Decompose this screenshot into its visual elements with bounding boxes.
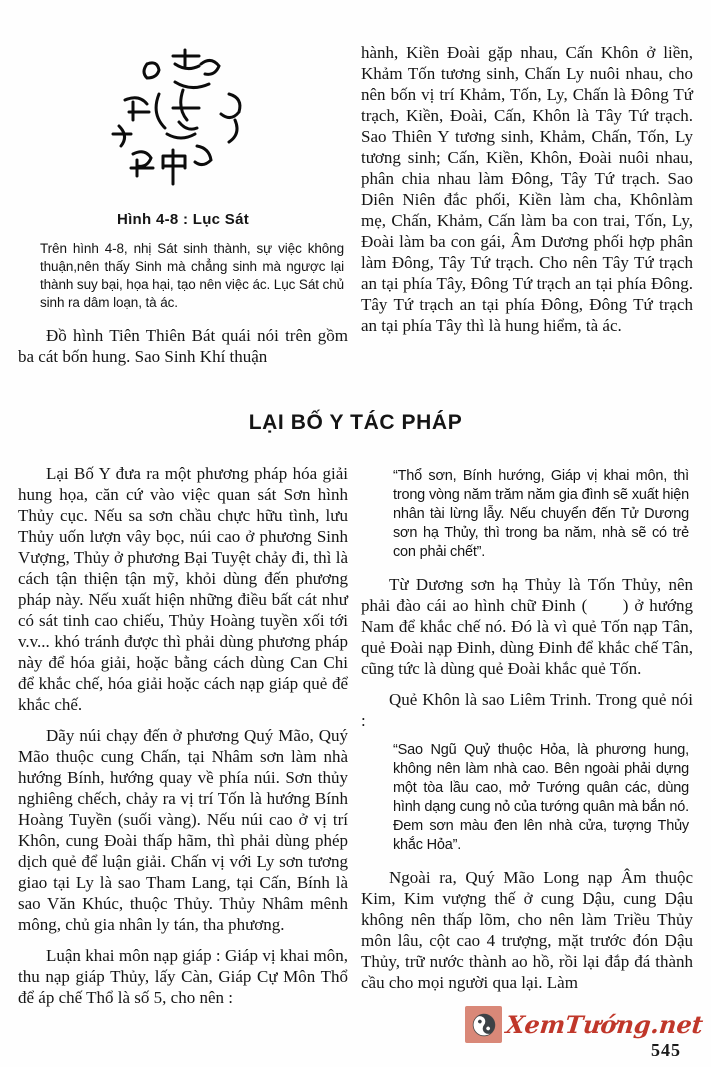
- body-paragraph: Quẻ Khôn là sao Liêm Trinh. Trong quẻ nói :: [361, 690, 693, 730]
- body-paragraph: Lại Bố Y đưa ra một phương pháp hóa giải hung họa, căn cứ vào việc quan sát Sơn hình Thủy cục. Nếu sa sơn chầu chực hữu tình, lưu Thủy uốn lượn vây bọc, núi cao ở phương Sinh Vượng, Thủy ở phương Bại Tuyệt chảy đi, thì là cách tận thiện tận mỹ, khỏi dùng đến phương pháp này. Nếu xuất hiện những điều bất cát như có sát tinh cao chiếu, Thủy Hoàng tuyền xối tới v.v... khó tránh được thì phải dùng phương pháp này để hóa giải, hoặc bằng cách dùng Can Chi để khắc chế, hóa giải hoặc cách nạp giáp quẻ để khắc chế.: [18, 464, 348, 714]
- luc-sat-seal-image: [103, 42, 263, 197]
- top-section: [0, 0, 711, 377]
- yinyang-icon: [465, 1006, 502, 1043]
- site-logo: [465, 1006, 703, 1043]
- figure-luc-sat: [18, 42, 348, 312]
- page-number: 545: [651, 1040, 681, 1060]
- bottom-left-column: [18, 463, 348, 1018]
- bottom-right-column: [361, 463, 693, 1018]
- section-heading: LẠI BỐ Y TÁC PHÁP: [248, 411, 463, 434]
- body-paragraph: Ngoài ra, Quý Mão Long nạp Âm thuộc Kim, Kim vượng thế ở cung Dậu, cung Dậu không nên thấp lõm, cho nên làm Triều Thủy môn lâu, cột cao 4 trượng, mặt trước đón Dậu Thủy, trữ nước thành ao hồ, rồi lại đắp đá thành cầu cho mọi người qua lại. Làm: [361, 868, 693, 992]
- top-left-column: [18, 42, 348, 377]
- quote-block: “Sao Ngũ Quỷ thuộc Hỏa, là phương hung, không nên làm nhà cao. Bên ngoài phải dựng một tòa lầu cao, mở Tướng quân các, dùng hình dạng cung nỏ của tướng quân mà bắn nó. Đem sơn màu đen lên nhà cửa, tượng Thủy khắc Hỏa”.: [393, 742, 689, 853]
- body-paragraph: Dãy núi chạy đến ở phương Quý Mão, Quý Mão thuộc cung Chấn, tại Nhâm sơn làm nhà hướng Bính, hướng quay về phía núi. Sơn thủy nghiêng chếch, chảy ra vị trí Tốn là hướng Bính Hoàng Tuyền (suối vàng). Nếu núi cao ở vị trí Khôn, cung Đoài thấp hãm, thì phải dùng phép dịch quẻ để luận giải. Chấn vị với Ly sơn tương giao tại Ly là sao Tham Lang, tại Cấn, Bính là sao Văn Khúc, thuộc Thủy. Thủy Nhâm mênh mông, chủ gia nhân ly tán, tha phương.: [18, 726, 348, 934]
- yinyang-icon-svg: [469, 1010, 499, 1040]
- quote-block: “Thổ sơn, Bính hướng, Giáp vị khai môn, thì trong vòng năm trăm năm gia đình sẽ xuất hiện nhân tài lừng lẫy. Nếu chuyển đến Tử Dương sơn hạ Thủy, thì trong ba năm, nhà sẽ có trẻ con phải chết”.: [393, 468, 689, 560]
- intro-right-paragraph: hành, Kiền Đoài gặp nhau, Cấn Khôn ở liền, Khảm Tốn tương sinh, Chấn Ly nuôi nhau, cho nên bốn vị trí Khảm, Tốn, Ly, Chấn là Đông Tứ trạch, Kiền, Đoài, Cấn, Khôn là Tây Tứ trạch. Sao Thiên Y tương sinh, Khảm, Chấn, Tốn, Ly tương sinh; Cấn, Kiền, Khôn, Đoài nuôi nhau, phân chia nhau làm Đông, Tây Tứ trạch. Sao Diên Niên đắc phối, Kiền làm cha, Khônlàm mẹ, Chấn, Khảm, Cấn làm ba con trai, Tốn, Ly, Đoài làm ba con gái, Âm Dương phối hợp phân làm Đông, Tây Tứ trạch. Cho nên Tây Tứ trạch an tại phía Tây, Đông Tứ trạch an tại phía Đông. Tây Tứ trạch an tại phía Đông, Đông Tứ trạch an tại phía Tây thì là hung hiểm, tà ác.: [361, 43, 693, 335]
- figure-caption-title: Hình 4-8 : Lục Sát: [116, 211, 250, 228]
- logo-text: XemTướng.net: [504, 1010, 705, 1039]
- body-paragraph: Luận khai môn nạp giáp : Giáp vị khai môn, thu nạp giáp Thủy, lấy Càn, Giáp Cự Môn Thổ để áp chế Thổ là số 5, cho nên :: [18, 946, 348, 1007]
- bottom-section: [0, 445, 711, 1018]
- intro-left-paragraph: Đồ hình Tiên Thiên Bát quái nói trên gồm ba cát bốn hung. Sao Sinh Khí thuận: [18, 326, 348, 366]
- top-right-column: [361, 42, 693, 377]
- body-paragraph: Từ Dương sơn hạ Thủy là Tốn Thủy, nên phải đào cái ao hình chữ Đinh ( ) ở hướng Nam để khắc chế nó. Đó là vì quẻ Tốn nạp Tân, quẻ Đoài nạp Đinh, dùng Đinh để khắc chế Tân, cũng tức là dùng quẻ Đoài khắc quẻ Tốn.: [361, 575, 693, 678]
- figure-caption-text: Trên hình 4-8, nhị Sát sinh thành, sự việc không thuận,nên thấy Sinh mà chẳng sinh mà ngược lại thành suy bại, họa hại, tạo nên việc ác. Lục Sát chủ sinh ra dâm loạn, tà ác.: [40, 241, 345, 310]
